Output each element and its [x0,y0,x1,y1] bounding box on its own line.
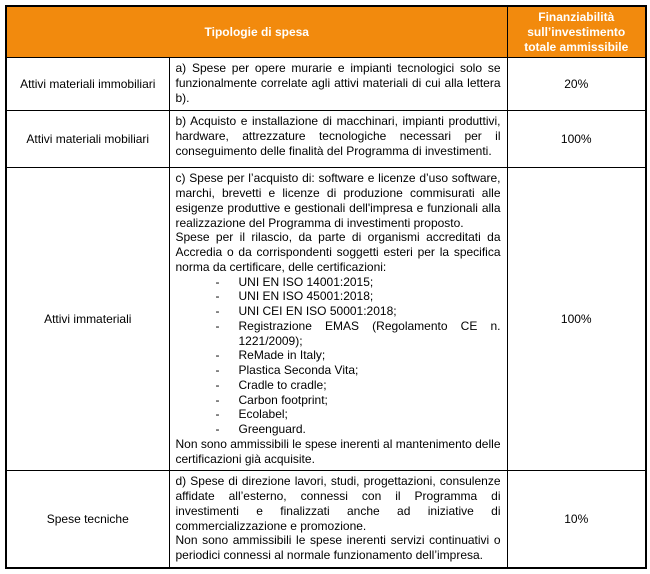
list-item-text: UNI CEI EN ISO 50001:2018; [238,304,397,318]
paragraph: Non sono ammissibili le spese inerenti servizi continuativi o periodici connessi al normale funzionamento dell’impresa. [175,533,501,562]
list-item-text: Cradle to cradle; [238,377,327,392]
certification-list-item [176,407,501,422]
list-item-text: UNI EN ISO 45001:2018; [238,289,374,304]
dash-bullet: - [215,407,220,422]
descrizione-cell [169,58,507,111]
certification-list-item [176,393,501,408]
paragraph: c) Spese per l’acquisto di: software e licenze d’uso software, marchi, brevetti e licenze di produzione commisurati alle esigenze produttive e gestionali dell'impresa e funzionali alla realizzazione del Programma di investimenti proposto. [175,171,501,230]
list-item-text: Carbon footprint; [238,392,328,407]
dash-bullet: - [215,422,220,436]
paragraph: d) Spese di direzione lavori, studi, progettazioni, consulenze affidate all’esterno, connessi con il Programma di investimenti e finalizzati anche ad iniziative di commercializzazione e promozione. [175,474,501,533]
list-item-text: ReMade in Italy; [238,348,326,363]
certification-list-item [176,319,501,349]
table-row [6,168,646,471]
certification-list-item [176,289,501,304]
list-item-text: Registrazione EMAS (Regolamento CE n. 1221/2009); [238,318,501,348]
table-row [6,58,646,111]
descrizione-cell [169,168,507,471]
header-tipologie-di-spesa: Tipologie di spesa [6,6,507,58]
dash-bullet: - [215,289,220,304]
paragraph: Spese per il rilascio, da parte di organismi accreditati da Accredia o da corrispondenti soggetti esteri per la specifica norma da certificare, delle certificazioni: [175,230,501,274]
table-row [6,471,646,568]
paragraph: Non sono ammissibili le spese inerenti al mantenimento delle certificazioni già acquisite. [175,436,501,466]
percentuale-cell: 10% [507,471,646,568]
descrizione-cell [169,471,507,568]
dash-bullet: - [215,348,220,363]
dash-bullet: - [215,318,220,333]
certification-list-item [176,304,501,319]
dash-bullet: - [215,377,220,392]
table-header-row [6,6,646,58]
categoria-cell: Attivi immateriali [6,168,169,471]
list-item-text: Greenguard. [238,422,306,436]
list-item-text: UNI EN ISO 14001:2015; [238,274,374,289]
certification-list-item [176,378,501,393]
categoria-cell: Attivi materiali immobiliari [6,58,169,111]
certification-list-item [176,363,501,378]
dash-bullet: - [215,274,220,289]
certification-list-item [176,275,501,290]
dash-bullet: - [215,304,220,318]
descrizione-cell [169,111,507,168]
header-finanziabilita: Finanziabilità sull’investimento totale ammissibile [507,6,646,58]
paragraph: b) Acquisto e installazione di macchinari, impianti produttivi, hardware, attrezzature tecnologiche necessari per il conseguimento delle finalità del Programma di investimenti. [175,114,501,158]
certification-list-item [176,422,501,437]
list-item-text: Ecolabel; [238,407,288,422]
tipologie-spesa-table [5,5,647,569]
table-body [6,58,646,568]
table-row [6,111,646,168]
dash-bullet: - [215,363,220,377]
percentuale-cell: 100% [507,111,646,168]
certification-list-item [176,348,501,363]
categoria-cell: Spese tecniche [6,471,169,568]
list-item-text: Plastica Seconda Vita; [238,363,359,377]
percentuale-cell: 20% [507,58,646,111]
categoria-cell: Attivi materiali mobiliari [6,111,169,168]
dash-bullet: - [215,392,220,407]
percentuale-cell: 100% [507,168,646,471]
paragraph: a) Spese per opere murarie e impianti tecnologici solo se funzionalmente correlate agli attivi materiali di cui alla lettera b). [175,61,501,105]
